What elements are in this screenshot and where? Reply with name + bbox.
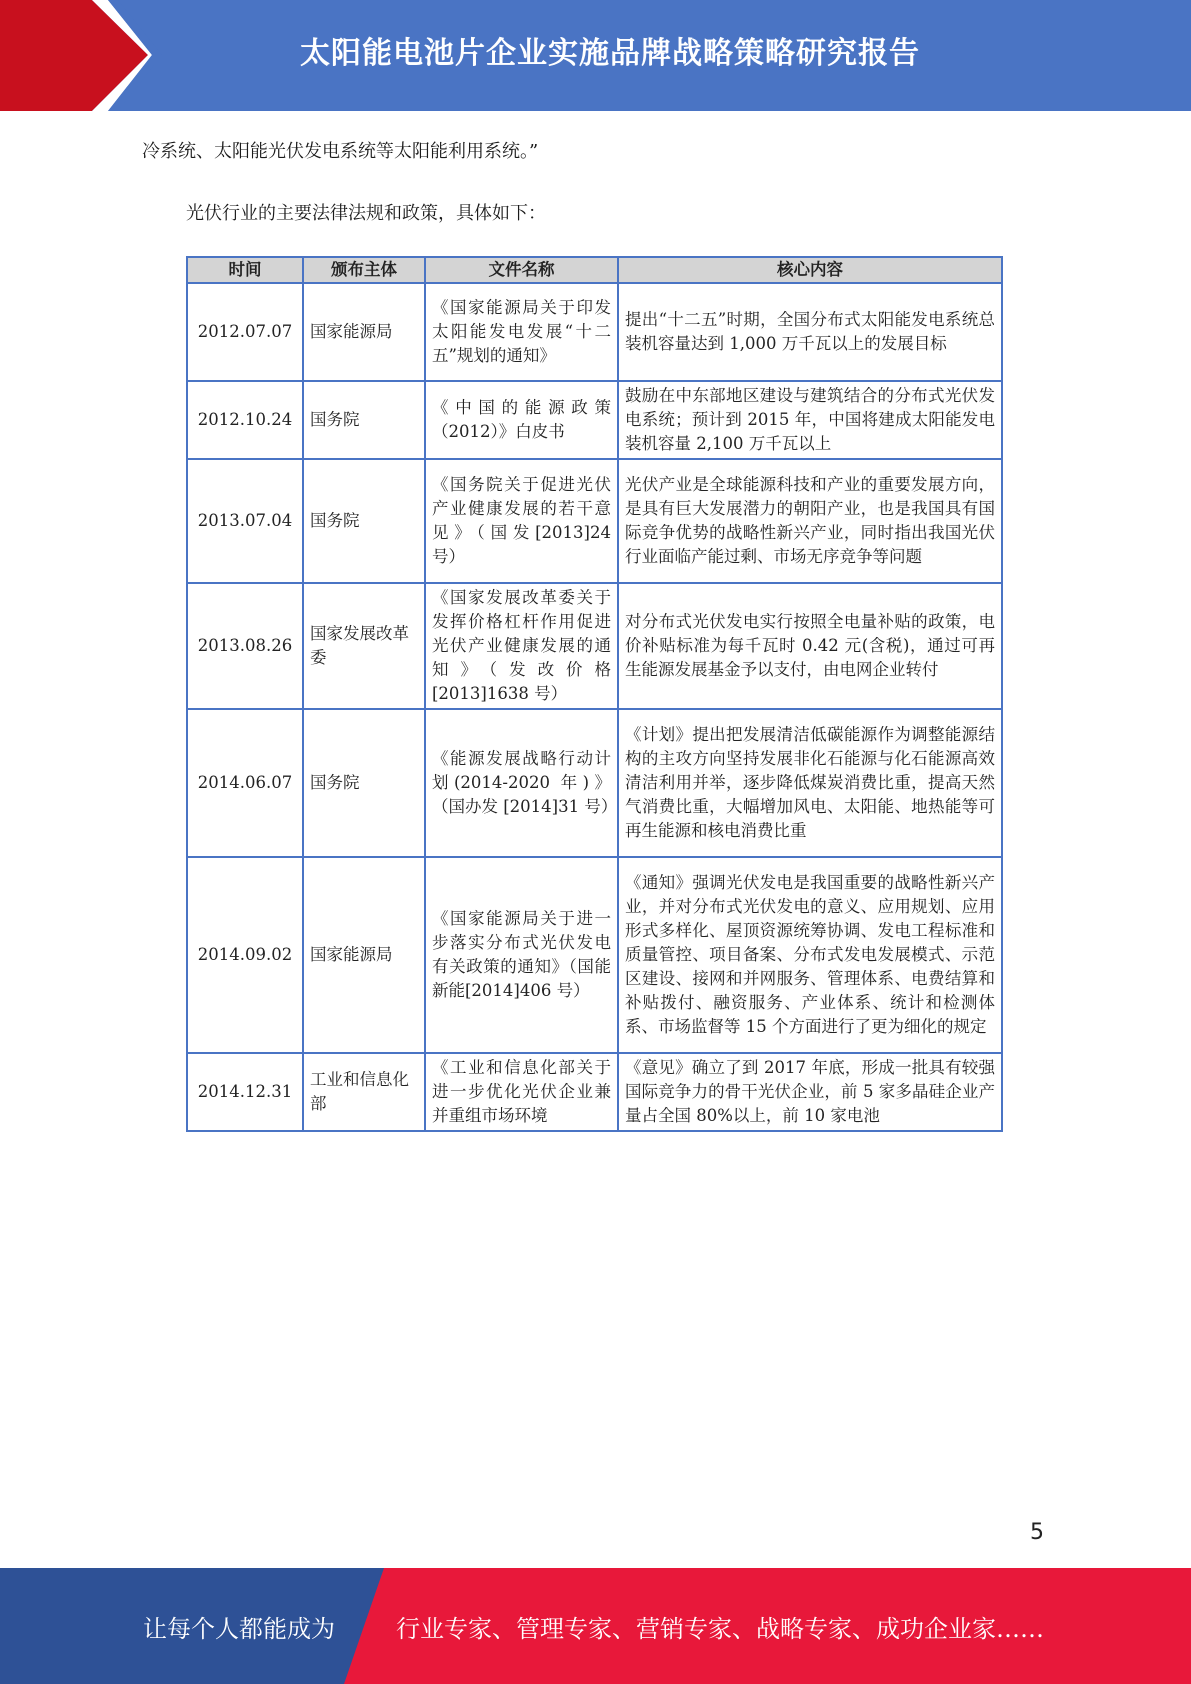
cell-issuer: 国家发展改革委 bbox=[303, 583, 425, 709]
table-row bbox=[187, 1053, 1002, 1131]
header-date: 时间 bbox=[187, 257, 303, 283]
cell-content: 《意见》确立了到 2017 年底，形成一批具有较强国际竞争力的骨干光伏企业，前 5 家多晶硅企业产量占全国 80%以上，前 10 家电池 bbox=[618, 1053, 1002, 1131]
table-row bbox=[187, 583, 1002, 709]
footer-slogan-right: 行业专家、管理专家、营销专家、战略专家、成功企业家…… bbox=[396, 1614, 1044, 1643]
page-number: 5 bbox=[1030, 1520, 1044, 1545]
cell-issuer: 工业和信息化部 bbox=[303, 1053, 425, 1131]
cell-issuer: 国务院 bbox=[303, 459, 425, 583]
policy-table-container bbox=[186, 256, 1001, 1123]
cell-document: 《国家发展改革委关于发挥价格杠杆作用促进光伏产业健康发展的通知》（发改价格[2013]1638 号） bbox=[425, 583, 618, 709]
header-content: 核心内容 bbox=[618, 257, 1002, 283]
footer-slogan-left: 让每个人都能成为 bbox=[143, 1614, 335, 1643]
cell-date: 2014.09.02 bbox=[187, 857, 303, 1053]
header-issuer: 颁布主体 bbox=[303, 257, 425, 283]
cell-date: 2012.10.24 bbox=[187, 381, 303, 459]
body-paragraph-continuation: 冷系统、太阳能光伏发电系统等太阳能利用系统。” bbox=[142, 141, 539, 162]
table-row bbox=[187, 459, 1002, 583]
cell-issuer: 国家能源局 bbox=[303, 283, 425, 381]
body-paragraph-intro: 光伏行业的主要法律法规和政策，具体如下： bbox=[186, 203, 546, 224]
cell-content: 光伏产业是全球能源科技和产业的重要发展方向，是具有巨大发展潜力的朝阳产业，也是我国具有国际竞争优势的战略性新兴产业，同时指出我国光伏行业面临产能过剩、市场无序竞争等问题 bbox=[618, 459, 1002, 583]
cell-content: 提出“十二五”时期，全国分布式太阳能发电系统总装机容量达到 1,000 万千瓦以上的发展目标 bbox=[618, 283, 1002, 381]
cell-date: 2013.08.26 bbox=[187, 583, 303, 709]
table-row bbox=[187, 283, 1002, 381]
cell-issuer: 国务院 bbox=[303, 709, 425, 857]
page-footer bbox=[0, 1568, 1191, 1684]
cell-document: 《国家能源局关于进一步落实分布式光伏发电有关政策的通知》（国能新能[2014]406 号） bbox=[425, 857, 618, 1053]
cell-date: 2014.06.07 bbox=[187, 709, 303, 857]
cell-content: 鼓励在中东部地区建设与建筑结合的分布式光伏发电系统；预计到 2015 年，中国将建成太阳能发电装机容量 2,100 万千瓦以上 bbox=[618, 381, 1002, 459]
table-row bbox=[187, 709, 1002, 857]
cell-date: 2013.07.04 bbox=[187, 459, 303, 583]
cell-content: 《通知》强调光伏发电是我国重要的战略性新兴产业，并对分布式光伏发电的意义、应用规划、应用形式多样化、屋顶资源统筹协调、发电工程标准和质量管控、项目备案、分布式发电发展模式、示范区建设、接网和并网服务、管理体系、电费结算和补贴拨付、融资服务、产业体系、统计和检测体系、市场监督等 15 个方面进行了更为细化的规定 bbox=[618, 857, 1002, 1053]
table-header-row bbox=[187, 257, 1002, 283]
cell-date: 2012.07.07 bbox=[187, 283, 303, 381]
cell-document: 《工业和信息化部关于进一步优化光伏企业兼并重组市场环境 bbox=[425, 1053, 618, 1131]
cell-issuer: 国家能源局 bbox=[303, 857, 425, 1053]
cell-document: 《国务院关于促进光伏产业健康发展的若干意见》（国发[2013]24 号） bbox=[425, 459, 618, 583]
cell-issuer: 国务院 bbox=[303, 381, 425, 459]
table-row bbox=[187, 857, 1002, 1053]
cell-content: 对分布式光伏发电实行按照全电量补贴的政策，电价补贴标准为每千瓦时 0.42 元(含税)，通过可再生能源发展基金予以支付，由电网企业转付 bbox=[618, 583, 1002, 709]
cell-document: 《国家能源局关于印发太阳能发电发展“十二五”规划的通知》 bbox=[425, 283, 618, 381]
table-row bbox=[187, 381, 1002, 459]
page-header bbox=[0, 0, 1191, 111]
header-document: 文件名称 bbox=[425, 257, 618, 283]
cell-document: 《中国的能源政策（2012）》白皮书 bbox=[425, 381, 618, 459]
report-title: 太阳能电池片企业实施品牌战略策略研究报告 bbox=[300, 36, 920, 71]
policy-table bbox=[186, 256, 1003, 1132]
cell-date: 2014.12.31 bbox=[187, 1053, 303, 1131]
cell-content: 《计划》提出把发展清洁低碳能源作为调整能源结构的主攻方向坚持发展非化石能源与化石能源高效清洁利用并举，逐步降低煤炭消费比重，提高天然气消费比重，大幅增加风电、太阳能、地热能等可再生能源和核电消费比重 bbox=[618, 709, 1002, 857]
cell-document: 《能源发展战略行动计划(2014-2020 年)》（国办发 [2014]31 号） bbox=[425, 709, 618, 857]
